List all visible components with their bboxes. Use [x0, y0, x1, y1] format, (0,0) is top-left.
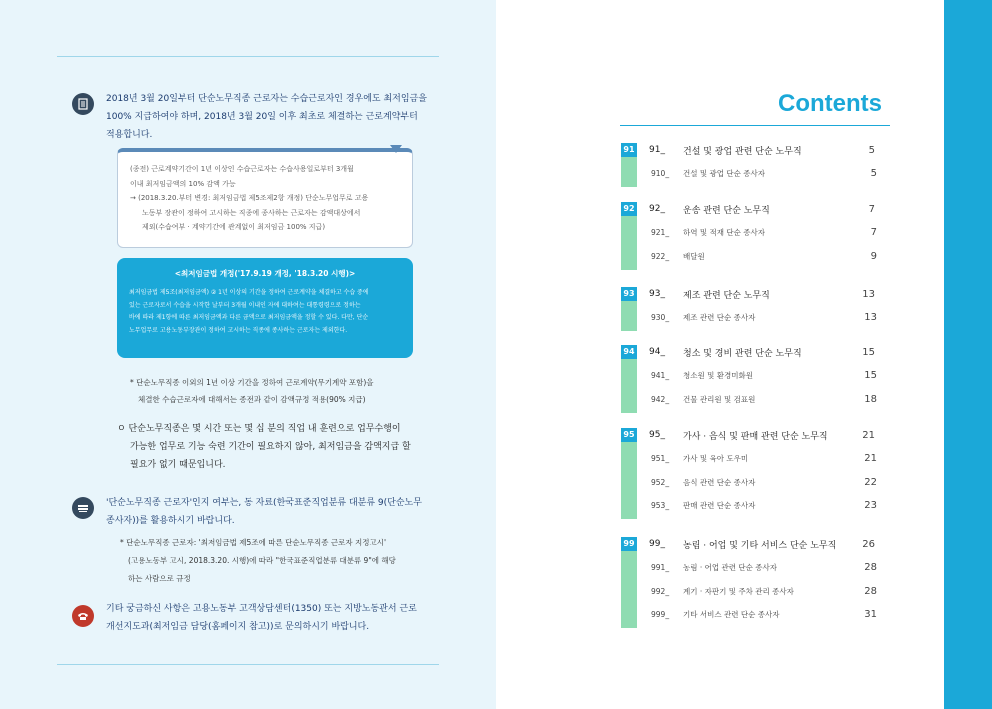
top-divider [57, 56, 439, 57]
toc-group-marker [621, 428, 637, 519]
toc-code: 953_ [651, 501, 670, 510]
toc-page-number: 31 [864, 609, 877, 620]
toc-code: 93_ [649, 289, 665, 299]
toc-group-number: 95 [621, 428, 637, 442]
toc-group-94 [621, 345, 891, 413]
para-line: 종사자))를 활용하시기 바랍니다. [106, 516, 235, 526]
toc-label: 청소 및 경비 관련 단순 노무직 [683, 348, 802, 359]
bullet-line: 가능한 업무로 기능 숙련 기간이 필요하지 않아, 최저임금을 감액지급 할 [130, 442, 411, 452]
toc-label: 기타 서비스 관련 단순 종사자 [683, 610, 780, 619]
contact-paragraph [106, 600, 436, 636]
toc-code: 942_ [651, 394, 670, 404]
bullet-paragraph [117, 420, 437, 474]
law-box [117, 258, 413, 358]
toc-subsection-row[interactable] [651, 605, 877, 625]
note-line: 이내 최저임금액의 10% 감액 가능 [130, 179, 236, 188]
toc-section-row[interactable] [649, 284, 875, 304]
toc-subsection-row[interactable] [651, 472, 877, 492]
toc-code: 91_ [649, 145, 665, 155]
toc-group-number: 99 [621, 537, 637, 551]
toc-section-row[interactable] [649, 140, 875, 160]
asterisk-line: 체결한 수습근로자에 대해서는 종전과 같이 감액규정 적용(90% 지급) [138, 395, 366, 404]
law-line: 노무업무로 고용노동부장관이 정하여 고시하는 직종에 종사하는 근로자는 제외한다. [129, 326, 348, 334]
toc-label: 운송 관련 단순 노무직 [683, 205, 770, 216]
toc-code: 951_ [651, 454, 670, 463]
toc-group-bar [621, 216, 637, 270]
toc-page-number: 5 [868, 144, 875, 156]
note-line: 제외(수습여부 · 계약기간에 관계없이 최저임금 100% 지급) [142, 223, 326, 231]
toc-label: 농림 · 어업 및 기타 서비스 단순 노무직 [683, 540, 837, 551]
para-line: 기타 궁금하신 사항은 고용노동부 고객상담센터(1350) 또는 지방노동관서 근로 [106, 604, 417, 614]
toc-group-number: 92 [621, 202, 637, 216]
intro-line: 100% 지급하여야 하며, 2018년 3월 20일 이후 최초로 체결하는 근로계약부터 [106, 112, 418, 122]
asterisk-line: * 단순노무직종 이외의 1년 이상 기간을 정하여 근로계약(무기계약 포함)을 [130, 378, 374, 387]
toc-page-number: 23 [864, 500, 877, 511]
para-line: '단순노무직종 근로자'인지 여부는, 동 자료(한국표준직업분류 대분류 9(단순노무 [106, 498, 422, 508]
note-box [117, 148, 413, 248]
toc-group-number: 93 [621, 287, 637, 301]
toc-page-number: 21 [862, 429, 875, 441]
toc-code: 999_ [651, 610, 670, 619]
document-icon [72, 93, 94, 115]
law-line: 최저임금법 제5조(최저임금액) ② 1년 이상의 기간을 정하여 근로계약을 체결하고 수습 중에 [129, 289, 369, 296]
toc-label: 건물 관리원 및 검표원 [683, 394, 756, 404]
toc-page-number: 9 [870, 250, 877, 262]
toc-label: 가사 · 음식 및 판매 관련 단순 노무직 [683, 431, 828, 442]
toc-label: 하역 및 적재 단순 종사자 [683, 228, 765, 237]
toc-group-bar [621, 157, 637, 187]
toc-group-marker [621, 537, 637, 628]
law-title: <최저임금법 개정('17.9.19 개정, '18.3.20 시행)> [174, 269, 356, 278]
note-line: → (2018.3.20.부터 변경: 최저임금법 제5조제2항 개정) 단순노무업무로 고용 [130, 194, 369, 202]
toc-label: 건설 및 광업 단순 종사자 [683, 169, 765, 178]
toc-subsection-row[interactable] [651, 164, 877, 184]
toc-code: 921_ [651, 228, 670, 237]
toc-group-number: 94 [621, 345, 637, 359]
book-icon [72, 497, 94, 519]
note-line: (종전) 근로계약기간이 1년 이상인 수습근로자는 수습사용일로부터 3개월 [130, 165, 354, 173]
toc-subsection-row[interactable] [651, 496, 877, 516]
intro-line: 적용합니다. [106, 130, 153, 140]
asterisk-line: 하는 사람으로 규정 [128, 574, 191, 583]
contents-rule [620, 125, 890, 126]
toc-group-bar [621, 551, 637, 628]
toc-page-number: 7 [868, 203, 875, 215]
toc-section-row[interactable] [649, 342, 875, 362]
toc-code: 930_ [651, 313, 670, 322]
toc-page-number: 13 [862, 288, 875, 300]
asterisk-note-2 [120, 534, 430, 588]
toc-code: 910_ [651, 169, 670, 178]
phone-icon [72, 605, 94, 627]
para-line: 개선지도과(최저임금 담당(홈페이지 참고))로 문의하시기 바랍니다. [106, 622, 370, 632]
toc-page-number: 28 [864, 585, 877, 597]
toc-group-marker [621, 202, 637, 270]
toc-page-number: 28 [864, 562, 877, 573]
toc-group-92 [621, 202, 891, 270]
toc-code: 99_ [649, 539, 665, 549]
toc-label: 제조 관련 단순 종사자 [683, 313, 756, 322]
toc-group-marker [621, 143, 637, 187]
toc-subsection-row[interactable] [651, 223, 877, 243]
toc-code: 92_ [649, 204, 665, 214]
bottom-divider [57, 664, 439, 665]
toc-subsection-row[interactable] [651, 558, 877, 578]
toc-label: 가사 및 육아 도우미 [683, 454, 749, 463]
asterisk-line: (고용노동부 고시, 2018.3.20. 시행)에 따라 "한국표준직업분류 대분류 9"에 해당 [128, 556, 396, 565]
toc-label: 청소원 및 환경미화원 [683, 371, 753, 380]
law-body [129, 287, 401, 337]
toc-subsection-row[interactable] [651, 246, 877, 266]
toc-group-number: 91 [621, 143, 637, 157]
toc-subsection-row[interactable] [651, 308, 877, 328]
toc-page-number: 21 [864, 453, 877, 464]
bullet-line: 필요가 없기 때문입니다. [130, 460, 226, 470]
asterisk-line: * 단순노무직종 근로자: '최저임금법 제5조에 따른 단순노무직종 근로자 지정고시' [120, 538, 387, 547]
intro-paragraph [106, 90, 436, 144]
toc-code: 952_ [651, 477, 670, 487]
toc-section-row[interactable] [649, 534, 875, 554]
law-line: 바에 따라 제1항에 따른 최저임금액과 다른 금액으로 최저임금액을 정할 수 있다. 다만, 단순 [129, 314, 369, 321]
toc-page-number: 22 [864, 476, 877, 488]
toc-group-bar [621, 442, 637, 519]
toc-label: 건설 및 광업 관련 단순 노무직 [683, 146, 802, 157]
asterisk-note [130, 374, 430, 408]
toc-page-number: 7 [870, 227, 877, 238]
right-edge-bar [944, 0, 992, 709]
toc-code: 95_ [649, 430, 665, 440]
toc-subsection-row[interactable] [651, 366, 877, 386]
toc-group-marker [621, 287, 637, 331]
intro-line: 2018년 3월 20일부터 단순노무직종 근로자는 수습근로자인 경우에도 최저임금을 [106, 94, 427, 104]
toc-label: 음식 관련 단순 종사자 [683, 477, 756, 487]
toc-label: 배달원 [683, 251, 705, 261]
toc-page-number: 5 [870, 168, 877, 179]
toc-code: 941_ [651, 371, 670, 380]
toc-code: 922_ [651, 251, 670, 261]
toc-section-row[interactable] [649, 425, 875, 445]
toc-page-number: 15 [862, 346, 875, 358]
toc-page-number: 26 [862, 538, 875, 550]
classification-paragraph [106, 494, 436, 530]
toc-label: 계기 · 자판기 및 주차 관리 종사자 [683, 586, 794, 596]
toc-label: 제조 관련 단순 노무직 [683, 290, 770, 301]
toc-group-marker [621, 345, 637, 413]
toc-group-93 [621, 287, 891, 331]
toc-page-number: 13 [864, 312, 877, 323]
toc-group-bar [621, 359, 637, 413]
toc-code: 992_ [651, 586, 670, 596]
toc-group-bar [621, 301, 637, 331]
toc-page-number: 18 [864, 393, 877, 405]
bullet-line: ㅇ 단순노무직종은 몇 시간 또는 몇 십 분의 직업 내 훈련으로 업무수행이 [117, 424, 401, 434]
toc-subsection-row[interactable] [651, 449, 877, 469]
toc-section-row[interactable] [649, 199, 875, 219]
toc-label: 판매 관련 단순 종사자 [683, 501, 756, 510]
toc-subsection-row[interactable] [651, 389, 877, 409]
toc-label: 농림 · 어업 관련 단순 종사자 [683, 563, 777, 572]
law-line: 있는 근로자로서 수습을 시작한 날부터 3개월 이내인 자에 대하여는 대통령령으로 정하는 [129, 301, 361, 309]
toc-group-95 [621, 428, 891, 519]
toc-group-91 [621, 143, 891, 187]
toc-code: 94_ [649, 347, 665, 357]
note-line: 노동부 장관이 정하여 고시하는 직종에 종사하는 근로자는 감액대상에서 [142, 208, 361, 217]
contents-title: Contents [778, 90, 882, 117]
note-tab [390, 145, 402, 153]
toc-code: 991_ [651, 563, 670, 572]
toc-page-number: 15 [864, 370, 877, 381]
toc-subsection-row[interactable] [651, 581, 877, 601]
toc-group-99 [621, 537, 891, 628]
